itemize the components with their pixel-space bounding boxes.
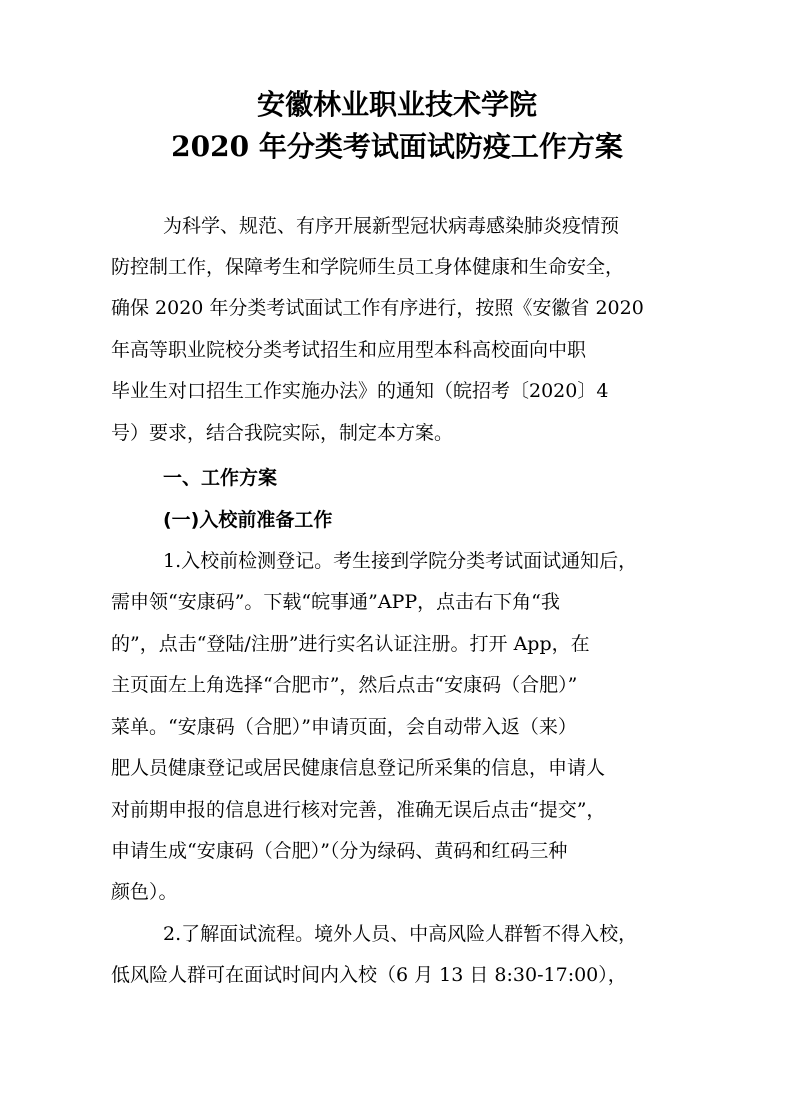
item1-line-9: 颜色）。 (111, 881, 178, 903)
intro-line-3: 确保 2020 年分类考试面试工作有序进行，按照《安徽省 2020 (111, 297, 644, 319)
item1-line-8: 申请生成“安康码（合肥）”（分为绿码、黄码和红码三种 (111, 840, 568, 862)
intro-line-1: 为科学、规范、有序开展新型冠状病毒感染肺炎疫情预 (163, 215, 620, 237)
item1-line-4: 主页面左上角选择“合肥市”，然后点击“安康码（合肥）” (111, 674, 578, 696)
item1-line-2: 需申领“安康码”。下载“皖事通”APP，点击右下角“我 (111, 591, 560, 613)
intro-line-6: 号）要求，结合我院实际，制定本方案。 (111, 422, 454, 444)
item2-line-2: 低风险人群可在面试时间内入校（6 月 13 日 8:30-17:00）， (111, 964, 627, 986)
intro-line-2: 防控制工作，保障考生和学院师生员工身体健康和生命安全， (111, 256, 625, 278)
document-title-line1: 安徽林业职业技术学院 (256, 88, 537, 121)
item1-line-5: 菜单。“安康码（合肥）”申请页面，会自动带入返（来） (111, 716, 577, 738)
intro-line-4: 年高等职业院校分类考试招生和应用型本科高校面向中职 (111, 339, 587, 361)
item1-line-7: 对前期申报的信息进行核对完善，准确无误后点击“提交”， (111, 799, 606, 821)
section-heading: 一、工作方案 (163, 467, 278, 489)
intro-line-5: 毕业生对口招生工作实施办法》的通知（皖招考〔2020〕4 (111, 380, 609, 402)
item1-line-6: 肥人员健康登记或居民健康信息登记所采集的信息，申请人 (111, 757, 606, 779)
subsection-heading: (一)入校前准备工作 (163, 509, 333, 531)
item1-line-3: 的”，点击“登陆/注册”进行实名认证注册。打开 App，在 (111, 633, 590, 655)
document-title-line2: 2020 年分类考试面试防疫工作方案 (171, 130, 623, 163)
item2-line-1: 2.了解面试流程。境外人员、中高风险人群暂不得入校， (163, 923, 638, 945)
item1-line-1: 1.入校前检测登记。考生接到学院分类考试面试通知后， (163, 550, 638, 572)
